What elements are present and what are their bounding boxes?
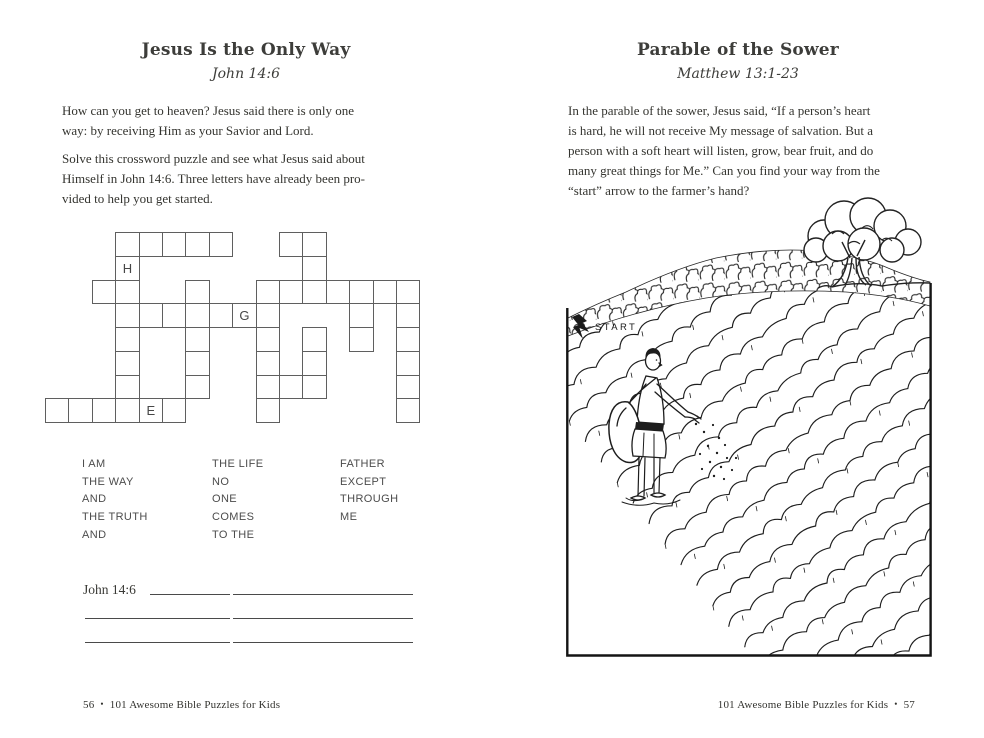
crossword-cell (162, 398, 186, 423)
word-bank-entry: THE TRUTH (82, 511, 148, 524)
word-bank-column (82, 456, 148, 545)
word-bank-column (340, 456, 398, 527)
answer-row (82, 628, 416, 652)
word-bank-entry: NO (212, 475, 230, 488)
crossword-cell (68, 398, 92, 423)
crossword-grid (45, 232, 421, 423)
crossword-cell (396, 375, 420, 400)
footer-separator: • (100, 699, 104, 709)
crossword-cell (349, 280, 373, 305)
crossword-cell (349, 327, 373, 352)
tunic-skirt (632, 429, 666, 458)
crossword-cell (256, 398, 280, 423)
crossword-cell (92, 280, 116, 305)
word-bank-entry: THROUGH (340, 493, 399, 506)
answer-line (150, 580, 230, 595)
instructions-paragraph (62, 149, 420, 209)
page-number: 57 (903, 699, 915, 711)
crossword-cell (279, 375, 303, 400)
crossword-cell (185, 375, 209, 400)
crossword-cell (115, 303, 139, 328)
crossword-cell (256, 375, 280, 400)
page-title: Jesus Is the Only Way (141, 40, 351, 60)
answer-line (85, 604, 230, 619)
crossword-cell (396, 351, 420, 376)
answer-row (82, 580, 416, 604)
word-bank-column (212, 456, 264, 545)
paragraph-line: is hard, he will not receive My message of salvation. But a (568, 123, 874, 138)
word-bank-entry: COMES (212, 511, 255, 524)
answer-line (85, 628, 230, 643)
crossword-cell (256, 327, 280, 352)
crossword-cell (256, 303, 280, 328)
answer-lines (82, 580, 416, 652)
word-bank-entry: ME (340, 511, 358, 524)
crossword-cell (185, 232, 209, 257)
crossword-cell (256, 280, 280, 305)
crossword-cell (302, 232, 326, 257)
answer-line (233, 604, 413, 619)
crossword-cell (373, 280, 397, 305)
crossword-cell (115, 232, 139, 257)
crossword-cell (302, 280, 326, 305)
crossword-cell (396, 327, 420, 352)
word-bank-entry: THE WAY (82, 475, 134, 488)
paragraph-line: Solve this crossword puzzle and see what Jesus said about (62, 151, 365, 166)
answer-label: John 14:6 (83, 582, 136, 597)
paragraph-line: Himself in John 14:6. Three letters have already been pro- (62, 171, 365, 186)
crossword-cell (279, 232, 303, 257)
word-bank-entry: EXCEPT (340, 475, 387, 488)
word-bank-entry: ONE (212, 493, 238, 506)
paragraph-line: How can you get to heaven? Jesus said there is only one (62, 103, 355, 118)
crossword-cell (302, 256, 326, 281)
word-bank-entry: AND (82, 493, 107, 506)
crossword-cell (115, 351, 139, 376)
footer-separator: • (894, 699, 898, 709)
start-label: START (595, 322, 638, 333)
book-title: 101 Awesome Bible Puzzles for Kids (109, 699, 281, 711)
scripture-reference: John 14:6 (212, 66, 280, 82)
crossword-cell (396, 303, 420, 328)
answer-row (82, 604, 416, 628)
paragraph-line: person with a soft heart will listen, grow, bear fruit, and do (568, 143, 874, 158)
crossword-cell (302, 375, 326, 400)
crossword-cell (302, 327, 326, 352)
crossword-cell: H (115, 256, 139, 281)
word-bank-entry: AND (82, 528, 107, 541)
footer-right (718, 699, 915, 711)
paragraph-line: “start” arrow to the farmer’s hand? (568, 183, 750, 198)
crossword-cell (349, 303, 373, 328)
intro-paragraph (568, 101, 924, 201)
word-bank-entry: I AM (82, 458, 106, 470)
crossword-cell (256, 351, 280, 376)
crossword-cell (185, 303, 209, 328)
crossword-cell (139, 232, 163, 257)
paragraph-line: vided to help you get started. (62, 191, 213, 206)
crossword-cell (209, 303, 233, 328)
word-bank-entry: FATHER (340, 458, 385, 470)
scripture-reference: Matthew 13:1-23 (677, 66, 799, 82)
crossword-cell (279, 280, 303, 305)
crossword-cell (185, 327, 209, 352)
crossword-cell (115, 375, 139, 400)
sower-maze-illustration (566, 196, 932, 658)
crossword-cell (209, 232, 233, 257)
footer-left (83, 699, 280, 711)
answer-line (233, 580, 413, 595)
crossword-cell (302, 351, 326, 376)
crossword-cell (115, 327, 139, 352)
crossword-cell (45, 398, 69, 423)
right-page (492, 0, 984, 738)
paragraph-line: way: by receiving Him as your Savior and Lord. (62, 123, 314, 138)
crossword-cell: G (232, 303, 256, 328)
paragraph-line: In the parable of the sower, Jesus said, “If a person’s heart (568, 103, 871, 118)
crossword-cell (162, 303, 186, 328)
book-title: 101 Awesome Bible Puzzles for Kids (717, 699, 889, 711)
page-title: Parable of the Sower (637, 40, 839, 60)
crossword-cell (185, 351, 209, 376)
word-bank-entry: THE LIFE (212, 458, 264, 470)
crossword-cell (162, 232, 186, 257)
crossword-cell (139, 303, 163, 328)
crossword-cell (92, 398, 116, 423)
crossword-cell (396, 280, 420, 305)
intro-paragraph (62, 101, 420, 141)
crossword-cell: E (139, 398, 163, 423)
paragraph-line: many great things for Me.” Can you find your way from the (568, 163, 880, 178)
crossword-cell (396, 398, 420, 423)
crossword-cell (326, 280, 350, 305)
word-bank-entry: TO THE (212, 528, 255, 541)
crossword-cell (185, 280, 209, 305)
crossword-cell (115, 280, 139, 305)
word-bank (82, 456, 422, 551)
page-number: 56 (83, 699, 95, 711)
crossword-cell (115, 398, 139, 423)
answer-line (233, 628, 413, 643)
